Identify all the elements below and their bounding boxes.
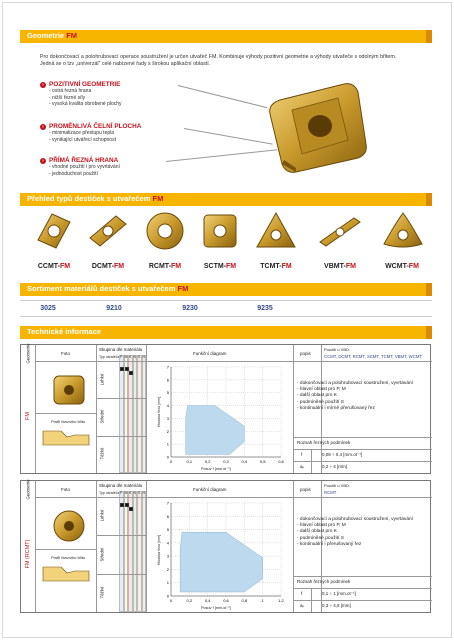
depth-symbol: aₚ xyxy=(300,603,305,608)
header-divider xyxy=(35,497,432,498)
photo-divider xyxy=(35,549,96,550)
depth-value: 0,3 ÷ 4,8 [mm] xyxy=(322,603,351,608)
feature-straight-edge: › PŘÍMÁ ŘEZNÁ HRANA - vhodné použití i pro vyvrtávání - jednoduchost použití xyxy=(40,158,120,177)
y-tick-label: 4 xyxy=(166,403,169,409)
description-line: - dokončovací a polohrubovací soustružení, vyvrtávání xyxy=(297,517,413,522)
row-label: Těžké xyxy=(99,586,105,599)
wcmt-insert-icon xyxy=(381,210,425,252)
y-tick-label: 5 xyxy=(166,527,169,533)
wcmt-label: WCMT-FM xyxy=(385,263,419,270)
row-divider xyxy=(96,574,146,575)
x-tick-label: 0,5 xyxy=(259,459,266,464)
usage-value: RCMT xyxy=(324,490,337,495)
suitability-mark xyxy=(129,507,133,511)
usage-label: Použití u VBD: xyxy=(324,483,351,488)
description-line: - kontinuální i přerušovaný řez xyxy=(297,541,362,547)
suitability-mark xyxy=(125,503,129,507)
x-tick-label: 0,3 xyxy=(223,459,229,464)
y-tick-label: 3 xyxy=(166,415,169,421)
application-region xyxy=(180,532,262,592)
material-group-letter: K xyxy=(129,491,132,495)
description-line: - kontinuální i mírně přerušovaný řez xyxy=(297,405,375,411)
row-label: Lehké xyxy=(99,509,105,522)
diagram-header: Funkční diagram xyxy=(193,351,227,356)
y-tick-label: 7 xyxy=(166,500,169,506)
row-label: Těžké xyxy=(99,447,105,460)
row-label: Lehké xyxy=(99,373,105,386)
popis-header: popis xyxy=(300,487,311,492)
row-divider xyxy=(96,497,146,498)
geometry-name: FM (RCMT) xyxy=(25,538,31,569)
photo-divider xyxy=(35,413,96,414)
x-tick-label: 0,6 xyxy=(223,598,229,603)
description-line: - podmíněné použití S xyxy=(297,535,344,541)
column-divider xyxy=(35,345,36,473)
feed-value: 0,08 ÷ 0,4 [mm.ot⁻¹] xyxy=(322,452,363,457)
y-tick-label: 2 xyxy=(166,428,169,434)
description-line: - hlavní oblast pro P, M xyxy=(297,523,346,529)
type-header: Typ utvařeče xyxy=(99,491,120,495)
dcmt-insert-icon xyxy=(86,210,130,252)
description-line: - podmíněné použití S xyxy=(297,399,344,405)
foto-header: Foto xyxy=(61,487,71,492)
vbmt-label: VBMT-FM xyxy=(324,263,356,270)
ccmt-insert-icon xyxy=(32,210,76,252)
profile-label: Profil hlavního břitu xyxy=(51,419,86,424)
column-divider xyxy=(293,345,294,473)
column-divider xyxy=(146,481,147,612)
geometry-title-accent: FM xyxy=(66,31,78,40)
y-tick-label: 1 xyxy=(166,580,169,586)
feed-symbol: f xyxy=(301,591,303,596)
materials-section-bar: Sortiment materiálů destiček s utvařečem FM xyxy=(20,283,432,296)
x-tick-label: 0 xyxy=(169,598,173,603)
material-group-column xyxy=(142,491,147,612)
geometry-header: Geometrie xyxy=(25,343,31,364)
tech-table-fm xyxy=(20,344,431,474)
bar-tab xyxy=(426,30,432,43)
row-label: Střední xyxy=(99,547,105,561)
popis-header: popis xyxy=(300,351,311,356)
foto-header: Foto xyxy=(61,351,71,356)
vbmt-insert-icon xyxy=(318,210,362,252)
geometry-header: Geometrie xyxy=(25,479,31,500)
suitability-mark xyxy=(129,371,133,375)
row-divider xyxy=(96,535,146,536)
sctm-insert-icon xyxy=(198,210,242,252)
x-tick-label: 0,8 xyxy=(241,598,248,603)
row-divider xyxy=(96,361,146,362)
feed-value: 0,1 ÷ 1 [mm.ot⁻¹] xyxy=(322,591,356,596)
suitability-mark xyxy=(125,367,129,371)
column-divider xyxy=(96,345,97,473)
range-divider xyxy=(293,588,432,589)
column-divider xyxy=(293,481,294,612)
description-line: - další oblast pro K xyxy=(297,529,337,535)
fm-insert-image xyxy=(262,78,372,174)
y-tick-label: 1 xyxy=(166,441,169,447)
usage-label: Použití u VBD: xyxy=(324,347,351,352)
material-group-letter: N xyxy=(133,355,137,359)
range-divider xyxy=(293,461,432,462)
y-tick-label: 4 xyxy=(166,540,169,546)
x-tick-label: 0,4 xyxy=(241,459,248,464)
ccmt-label: CCMT-FM xyxy=(37,263,71,270)
grade-3025: 3025 xyxy=(40,305,56,312)
geometry-title: Geometrie xyxy=(27,31,67,40)
x-tick-label: 0,2 xyxy=(186,598,193,603)
x-tick-label: 0,6 xyxy=(278,459,284,464)
column-divider xyxy=(96,481,97,612)
type-header: Typ utvařeče xyxy=(99,355,120,359)
x-tick-label: 1,2 xyxy=(278,598,284,603)
material-group-letter: K xyxy=(129,355,132,359)
suitability-mark xyxy=(120,367,124,371)
edge-profile-diagram xyxy=(41,427,91,447)
grade-9235: 9235 xyxy=(257,305,273,312)
geometry-name: FM xyxy=(25,412,31,420)
y-tick-label: 6 xyxy=(166,513,169,519)
x-axis-label: Posuv f [mm.ot⁻¹] xyxy=(201,467,231,471)
x-tick-label: 0,2 xyxy=(204,459,211,464)
y-tick-label: 6 xyxy=(166,377,169,383)
insert-photo xyxy=(49,509,89,543)
range-divider xyxy=(293,600,432,601)
arrow-icon: › xyxy=(40,82,46,88)
description-line: - dokončovací a polohrubovací soustružení, vyvrtávání xyxy=(297,381,413,386)
arrow-icon: › xyxy=(40,158,46,164)
dcmt-label: DCMT-FM xyxy=(91,263,125,270)
feed-symbol: f xyxy=(301,452,303,457)
range-label: Rozsah řezných podmínek xyxy=(297,579,351,584)
material-group-letter: S xyxy=(138,355,141,359)
material-group-letter: M xyxy=(124,491,128,495)
header-divider xyxy=(35,361,432,362)
material-group-letter: N xyxy=(133,491,137,495)
y-axis-label: Hloubka řezu [mm] xyxy=(157,534,161,565)
row-label: Střední xyxy=(99,409,105,424)
profile-label: Profil hlavního břitu xyxy=(51,555,86,560)
diagram-header: Funkční diagram xyxy=(193,487,227,492)
material-group-letter: H xyxy=(142,491,146,495)
group-header: Skupina dle materiálu xyxy=(99,347,143,352)
tech-info-section-bar: Technické informace xyxy=(20,326,432,339)
grade-9230: 9230 xyxy=(182,305,198,312)
row-divider xyxy=(96,436,146,437)
column-divider xyxy=(35,481,36,612)
usage-value: CCMT, DCMT, RCMT, SCMT, TCMT, VBMT, WCMT xyxy=(324,354,423,359)
y-axis-label: Hloubka řezu [mm] xyxy=(157,396,161,428)
function-diagram-chart xyxy=(161,500,291,608)
arrow-icon: › xyxy=(40,124,46,130)
material-group-letter: S xyxy=(138,491,141,495)
row-divider xyxy=(96,398,146,399)
feature-variable-face: › PROMĚNLIVÁ ČELNÍ PLOCHA - minimalizace přestupu tepla - vynikající utvářecí schopnost xyxy=(40,124,141,143)
sctm-label: SCTM-FM xyxy=(203,263,237,270)
edge-profile-diagram xyxy=(41,563,91,583)
x-tick-label: 0 xyxy=(169,459,173,464)
description-line: - hlavní oblast pro P, M xyxy=(297,387,346,393)
range-col-divider xyxy=(311,588,312,612)
types-section-bar: Přehled typů destiček s utvařečem FM xyxy=(20,193,432,206)
x-tick-label: 0,4 xyxy=(204,598,211,603)
material-group-letter: H xyxy=(142,355,146,359)
material-group-letter: P xyxy=(120,355,123,359)
x-tick-label: 1 xyxy=(261,598,264,603)
rcmt-label: RCMT-FM xyxy=(148,263,182,270)
range-col-divider xyxy=(311,449,312,473)
range-divider xyxy=(293,576,432,577)
range-divider xyxy=(293,437,432,438)
tcmt-label: TCMT-FM xyxy=(260,263,292,270)
tech-table-fm-rcmt xyxy=(20,480,431,613)
material-group-letter: M xyxy=(124,355,128,359)
material-group-column xyxy=(142,355,147,473)
rcmt-insert-icon xyxy=(143,210,187,252)
tcmt-insert-icon xyxy=(254,210,298,252)
range-divider xyxy=(293,449,432,450)
y-tick-label: 0 xyxy=(166,454,169,460)
y-tick-label: 5 xyxy=(166,390,169,396)
y-tick-label: 7 xyxy=(166,364,169,370)
application-region xyxy=(186,406,245,455)
feature-positive-geometry: › POZITIVNÍ GEOMETRIE - ostrá řezná hrana - nižší řezné síly - vysoká kvalita obrobené plochy xyxy=(40,82,122,108)
geometry-section-bar xyxy=(20,30,432,43)
suitability-mark xyxy=(120,503,124,507)
group-header: Skupina dle materiálu xyxy=(99,483,143,488)
x-axis-label: Posuv f [mm.ot⁻¹] xyxy=(201,606,231,610)
intro-paragraph: Pro dokončovací a polohrubovací operace soustružení je určen utvařeč FM. Kombinuje výhody pozitivní geometrie a výhody utvařeče s odolným břitem. Jedná se o tzv „univerzál“ celé nabízené řady s širokou aplikační oblastí. xyxy=(40,54,397,67)
column-divider xyxy=(146,345,147,473)
insert-photo xyxy=(49,373,89,407)
grade-9210: 9210 xyxy=(106,305,122,312)
material-group-letter: P xyxy=(120,491,123,495)
function-diagram-chart xyxy=(161,364,291,469)
y-tick-label: 0 xyxy=(166,593,169,599)
y-tick-label: 3 xyxy=(166,553,169,559)
range-label: Rozsah řezných podmínek xyxy=(297,440,351,445)
depth-symbol: aₚ xyxy=(300,464,305,469)
description-line: - další oblast pro K xyxy=(297,393,337,399)
y-tick-label: 2 xyxy=(166,566,169,572)
depth-value: 0,2 ÷ 4 [mm] xyxy=(322,464,347,469)
x-tick-label: 0,1 xyxy=(186,459,193,464)
grades-row xyxy=(20,300,432,317)
